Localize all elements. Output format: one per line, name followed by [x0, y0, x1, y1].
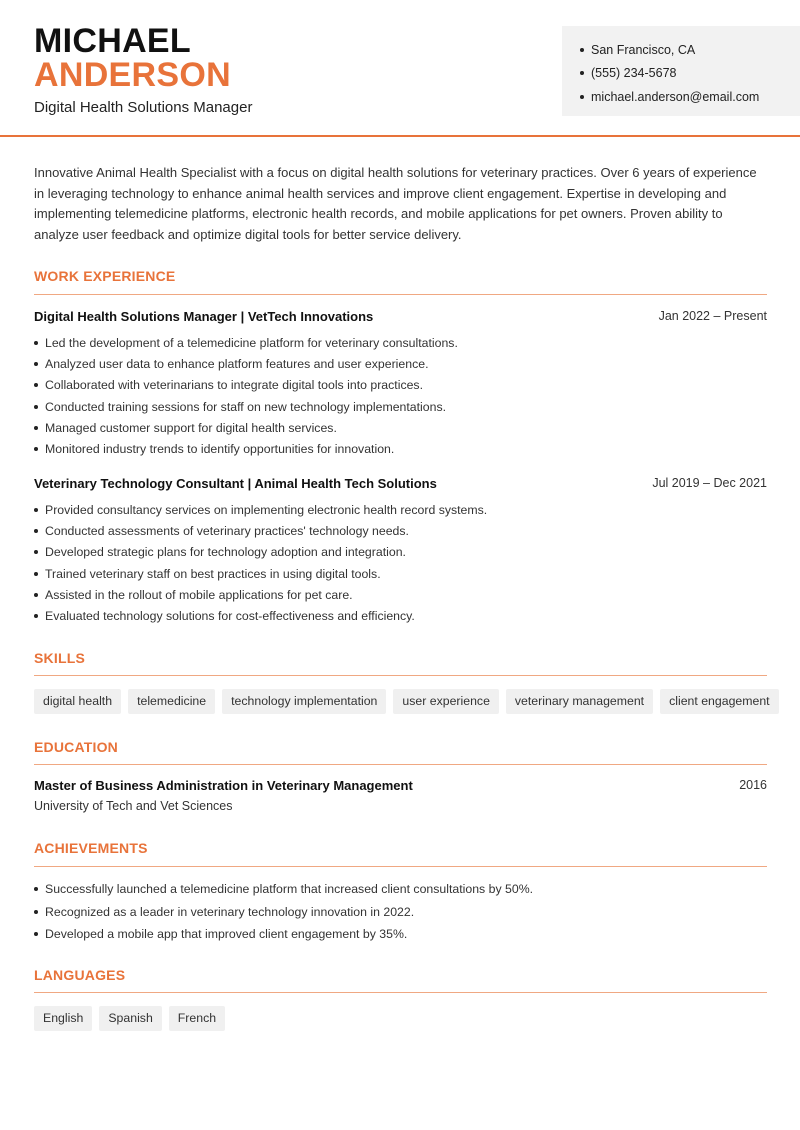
bullet-icon: [34, 887, 38, 891]
job-dates: Jul 2019 – Dec 2021: [652, 476, 767, 490]
list-item: Successfully launched a telemedicine platform that increased client consultations by 50%.: [34, 878, 767, 901]
achievements-list: [34, 878, 767, 946]
bullet-icon: [34, 405, 38, 409]
job-header: [34, 309, 767, 324]
contact-email: [580, 85, 800, 109]
list-item: Conducted training sessions for staff on new technology implementations.: [34, 396, 767, 417]
list-item: Monitored industry trends to identify opportunities for innovation.: [34, 438, 767, 459]
skill-tag: client engagement: [660, 689, 779, 714]
contact-location: [580, 38, 800, 62]
bullet-icon: [34, 910, 38, 914]
skills-tags: [34, 689, 779, 714]
list-item: Analyzed user data to enhance platform features and user experience.: [34, 353, 767, 374]
list-item: Managed customer support for digital health services.: [34, 417, 767, 438]
list-item: Recognized as a leader in veterinary technology innovation in 2022.: [34, 901, 767, 924]
language-tag: English: [34, 1006, 92, 1031]
bullet-icon: [34, 447, 38, 451]
section-divider: [34, 866, 767, 867]
list-item: Developed strategic plans for technology adoption and integration.: [34, 542, 767, 563]
bullet-icon: [34, 341, 38, 345]
contact-phone-text: (555) 234-5678: [591, 66, 677, 81]
languages-tags: [34, 1006, 225, 1031]
education-year: 2016: [739, 778, 767, 792]
bullet-icon: [580, 48, 584, 52]
list-item: Evaluated technology solutions for cost-effectiveness and efficiency.: [34, 605, 767, 626]
contact-email-text: michael.anderson@email.com: [591, 89, 760, 104]
education-school: University of Tech and Vet Sciences: [34, 799, 233, 813]
summary: Innovative Animal Health Specialist with a focus on digital health solutions for veterinary practices. Over 6 years of experience in leveraging technology to enhance animal health services and improve client engagement. Expertise in developing and implementing telemedicine platforms, electronic health records, and mobile applications for pet owners. Proven ability to analyze user feedback and optimize digital tools for better service delivery.: [34, 165, 757, 243]
section-title-skills: SKILLS: [34, 650, 85, 666]
section-title-languages: LANGUAGES: [34, 967, 126, 983]
list-item: Conducted assessments of veterinary practices' technology needs.: [34, 520, 767, 541]
bullet-icon: [34, 426, 38, 430]
section-title-achievements: ACHIEVEMENTS: [34, 840, 148, 856]
language-tag: French: [169, 1006, 225, 1031]
contact-location-text: San Francisco, CA: [591, 42, 696, 57]
bullet-icon: [580, 71, 584, 75]
list-item: Provided consultancy services on implementing electronic health record systems.: [34, 499, 767, 520]
section-divider: [34, 675, 767, 676]
bullet-icon: [34, 593, 38, 597]
bullet-icon: [34, 550, 38, 554]
bullet-icon: [34, 508, 38, 512]
bullet-icon: [34, 614, 38, 618]
list-item: Led the development of a telemedicine platform for veterinary consultations.: [34, 332, 767, 353]
job-bullets: [34, 499, 767, 627]
contact-box: [562, 26, 800, 116]
bullet-icon: [34, 529, 38, 533]
section-divider: [34, 992, 767, 993]
last-name: ANDERSON: [34, 56, 231, 94]
skill-tag: user experience: [393, 689, 499, 714]
section-divider: [34, 764, 767, 765]
job-role: Digital Health Solutions Manager | VetTech Innovations: [34, 309, 374, 324]
list-item: Collaborated with veterinarians to integrate digital tools into practices.: [34, 375, 767, 396]
section-divider: [34, 294, 767, 295]
job-title: Digital Health Solutions Manager: [34, 99, 253, 116]
bullet-icon: [34, 572, 38, 576]
skill-tag: telemedicine: [128, 689, 215, 714]
contact-phone: [580, 62, 800, 86]
job-dates: Jan 2022 – Present: [658, 309, 767, 323]
list-item: Assisted in the rollout of mobile applications for pet care.: [34, 584, 767, 605]
bullet-icon: [34, 932, 38, 936]
list-item: Trained veterinary staff on best practices in using digital tools.: [34, 563, 767, 584]
job-bullets: [34, 332, 767, 460]
education-header: [34, 778, 767, 793]
education-degree: Master of Business Administration in Veterinary Management: [34, 778, 413, 793]
first-name: MICHAEL: [34, 22, 191, 60]
bullet-icon: [34, 383, 38, 387]
skill-tag: technology implementation: [222, 689, 386, 714]
section-title-education: EDUCATION: [34, 739, 118, 755]
job-header: [34, 476, 767, 491]
list-item: Developed a mobile app that improved client engagement by 35%.: [34, 923, 767, 946]
language-tag: Spanish: [99, 1006, 161, 1031]
bullet-icon: [34, 362, 38, 366]
section-title-work: WORK EXPERIENCE: [34, 268, 176, 284]
resume-header: [0, 0, 800, 137]
skill-tag: digital health: [34, 689, 121, 714]
job-role: Veterinary Technology Consultant | Animal Health Tech Solutions: [34, 476, 437, 491]
bullet-icon: [580, 95, 584, 99]
skill-tag: veterinary management: [506, 689, 653, 714]
